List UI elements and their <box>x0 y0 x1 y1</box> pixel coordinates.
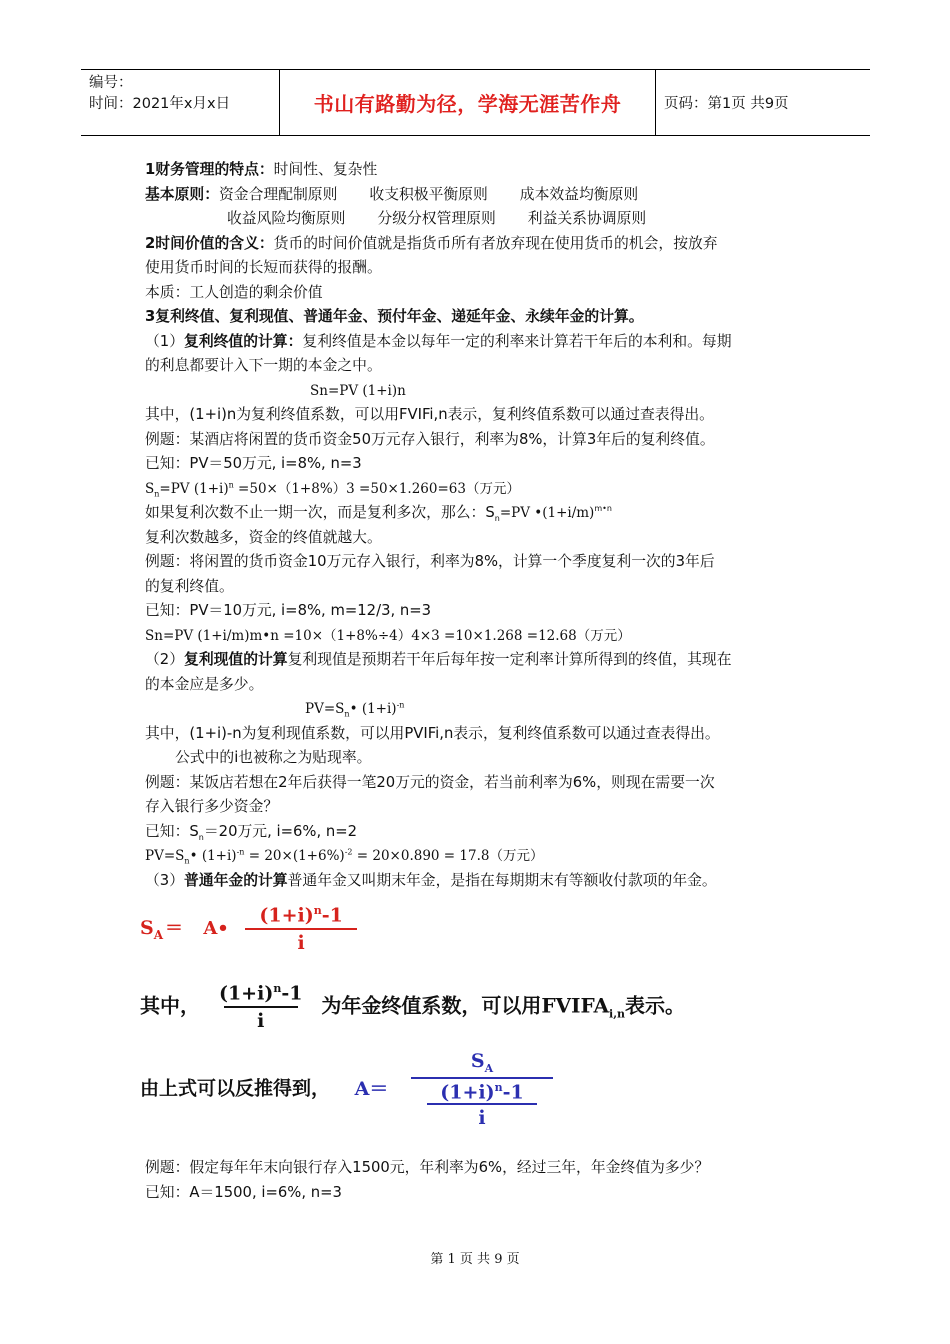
text-line: 存入银行多少资金？ <box>145 798 279 815</box>
text-line: 2时间价值的含义：货币的时间价值就是指货币所有者放弃现在使用货币的机会，按放弃 <box>145 234 718 252</box>
text-line: 例题：将闲置的货币资金10万元存入银行，利率为8%，计算一个季度复利一次的3年后 <box>145 553 715 570</box>
text-line: 已知：$S_n=20$万元, i=6%, n=2 <box>145 822 358 842</box>
text-line: （3）普通年金的计算普通年金又叫期末年金，是指在每期期末有等额收付款项的年金。 <box>145 871 717 889</box>
annuity-future-value-formula: $S_A$ ＝ A• $\frac{(1+i)^n-1}{i}$ <box>140 904 357 954</box>
section-heading: 3复利终值、复利现值、普通年金、预付年金、递延年金、永续年金的计算。 <box>145 308 644 325</box>
text-line: 其中，(1+i)-n为复利现值系数，可以用PVIFi,n表示，复利终值系数可以通过查表得出。 <box>145 724 720 742</box>
text-line: 例题：某饭店若想在2年后获得一笔20万元的资金，若当前利率为6%，则现在需要一次 <box>145 773 715 791</box>
formula-line: $PV=S_n•$ $(1+i)^{-n}$ <box>305 700 405 719</box>
text-line: （1）复利终值的计算：复利终值是本金以每年一定的利率来计算若干年后的本利和。每期 <box>145 332 732 350</box>
text-line: 基本原则：资金合理配制原则 收支积极平衡原则 成本效益均衡原则 <box>145 185 639 203</box>
text-line: 1财务管理的特点：时间性、复杂性 <box>145 161 378 178</box>
text-line: 公式中的i也被称之为贴现率。 <box>175 749 372 766</box>
document-number-label: 编号： <box>89 75 133 91</box>
document-body <box>145 158 817 893</box>
text-line: 已知：PV＝10万元, i=8%, m=12/3, n=3 <box>145 602 432 619</box>
text-line: 的复利终值。 <box>145 577 234 595</box>
text-line: （2）复利现值的计算复利现值是预期若干年后每年按一定利率计算所得到的终值，其现在 <box>145 651 732 668</box>
header-page-number: 页码：第1页 共9页 <box>664 96 789 112</box>
text-line: 如果复利次数不止一期一次，而是复利多次，那么：$S_n=PV$ $•(1+i/m)^{m•n}$ <box>145 504 612 523</box>
page-footer: 第 1 页 共 9 页 <box>430 1252 520 1267</box>
formula-fraction: $S_A$ $(1+i)^n-1$ i <box>411 1050 553 1129</box>
formula-line: Sn=PV (1+i/m)m•n =10×（1+8%÷4）4×3 =10×1.268 =12.68（万元） <box>145 627 631 644</box>
text-line: 的利息都要计入下一期的本金之中。 <box>145 357 382 374</box>
text-line: 已知：PV＝50万元, i=8%, n=3 <box>145 455 362 472</box>
text-line: 收益风险均衡原则 分级分权管理原则 利益关系协调原则 <box>227 210 647 227</box>
formula-fraction: $\frac{(1+i)^n-1}{i}$ <box>218 982 303 1033</box>
header-motto-cell <box>280 70 656 135</box>
header-page-cell <box>656 70 870 135</box>
header-meta <box>81 70 280 135</box>
text-line: 复利次数越多，资金的终值就越大。 <box>145 528 382 546</box>
text-line: 使用货币时间的长短而获得的报酬。 <box>145 259 382 276</box>
document-body-end <box>145 1156 817 1205</box>
annuity-payment-formula: 由上式可以反推得到， A＝ $S_A$ $(1+i)^n-1$ i <box>140 1050 553 1129</box>
page-header <box>81 69 870 136</box>
text-line: 已知：A＝1500, i=6%, n=3 <box>145 1183 342 1201</box>
text-line: 的本金应是多少。 <box>145 675 264 693</box>
formula-line: $S_n=PV$ $(1+i)^n =50\times(1+8\%)3 =50\times 1.260=63$（万元） <box>145 480 520 499</box>
text-line: 本质：工人创造的剩余价值 <box>145 283 323 301</box>
text-line: 其中，(1+i)n为复利终值系数，可以用FVIFi,n表示，复利终值系数可以通过查表得出。 <box>145 406 714 423</box>
formula-line: $PV=S_n•$ $(1+i)^{-n} = 20\times(1+6\%)^{-2} = 20\times 0.890 = 17.8$（万元） <box>145 847 544 866</box>
header-motto: 书山有路勤为径，学海无涯苦作舟 <box>313 92 622 116</box>
text-line: 例题：假定每年年末向银行存入1500元，年利率为6%，经过三年，年金终值为多少？ <box>145 1159 710 1176</box>
annuity-factor-definition: 其中， $\frac{(1+i)^n-1}{i}$ 为年金终值系数，可以用$FVIFA_{i,n}$表示。 <box>140 982 686 1033</box>
formula-fraction: $\frac{(1+i)^n-1}{i}$ <box>245 904 357 954</box>
document-date-label: 时间：2021年x月x日 <box>89 96 231 112</box>
formula-line: Sn=PV (1+i)n <box>310 382 406 399</box>
text-line: 例题：某酒店将闲置的货币资金50万元存入银行，利率为8%，计算3年后的复利终值。 <box>145 430 715 448</box>
